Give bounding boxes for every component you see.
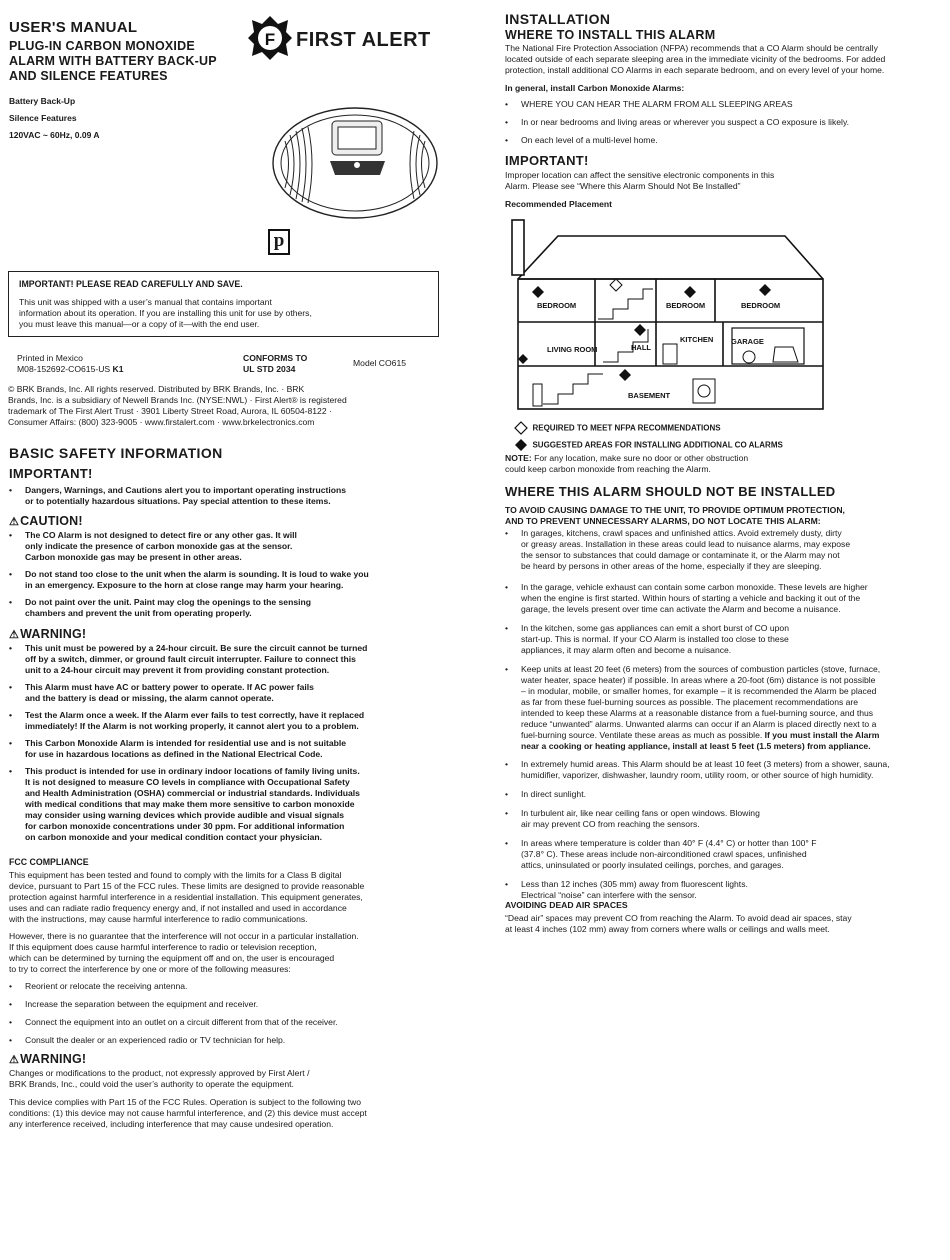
outline-diamond-icon bbox=[514, 421, 528, 435]
p-certification-mark: p bbox=[268, 229, 290, 255]
list-item: • This Alarm must have AC or battery power to operate. If AC power fails and the battery is dead or missing, the alarm cannot operate. bbox=[8, 682, 428, 704]
installation-title: INSTALLATION bbox=[505, 11, 611, 27]
feature-item: Battery Back-Up bbox=[9, 96, 76, 106]
model-number: Model CO615 bbox=[353, 358, 407, 368]
safety-title: BASIC SAFETY INFORMATION bbox=[9, 445, 223, 461]
warning-heading-text: WARNING! bbox=[20, 627, 87, 641]
legend-suggested bbox=[514, 436, 783, 454]
list-item: • In the garage, vehicle exhaust can contain some carbon monoxide. These levels are higher when the engine is first started. Within hours of starting a vehicle and backing it out of the garage, the levels present over time can activate the Alarm and become a nuisance. bbox=[504, 582, 941, 615]
fcc-warning-heading-text: WARNING! bbox=[20, 1052, 87, 1066]
list-item: • Test the Alarm once a week. If the Alarm ever fails to test correctly, have it replaced immediately! If the Alarm is not working properly, it cannot alert you to a problem. bbox=[8, 710, 428, 732]
list-item: • In turbulent air, like near ceiling fans or open windows. Blowing air may prevent CO from reaching the sensors. bbox=[504, 808, 941, 830]
fcc-warning-heading bbox=[9, 1052, 86, 1066]
fcc-paragraph-1: This equipment has been tested and found to comply with the limits for a Class B digital device, pursuant to Part 15 of the FCC rules. These limits are designed to provide reasonable protection against harmful interference in a residential installation. This equipment generates, uses and can radiate radio frequency energy and, if not installed and used in accordance with the instructions, may cause harmful interference to radio communications. bbox=[9, 870, 365, 924]
printed-in: Printed in Mexico bbox=[17, 353, 83, 363]
room-label-bedroom-3: BEDROOM bbox=[741, 301, 781, 310]
list-item: • Consult the dealer or an experienced radio or TV technician for help. bbox=[8, 1035, 428, 1046]
co-alarm-image bbox=[270, 103, 440, 223]
install-general: In general, install Carbon Monoxide Alarms: bbox=[505, 83, 685, 93]
safety-important-heading: IMPORTANT! bbox=[9, 466, 93, 481]
feature-item: Silence Features bbox=[9, 113, 77, 123]
manual-title: USER'S MANUAL bbox=[9, 19, 138, 36]
list-item: • Connect the equipment into an outlet on a circuit different from that of the receiver. bbox=[8, 1017, 428, 1028]
product-illustration bbox=[270, 103, 440, 228]
list-item: • Less than 12 inches (305 mm) away from fluorescent lights. Electrical “noise” can interfere with the sensor. bbox=[504, 879, 941, 901]
brand-logo bbox=[246, 14, 456, 64]
list-item: • In extremely humid areas. This Alarm should be at least 10 feet (3 meters) from a shower, sauna, humidifier, vaporizer, dishwasher, laundry room, utility room, or other source of high humidity. bbox=[504, 759, 941, 781]
legend-suggested-text: SUGGESTED AREAS FOR INSTALLING ADDITIONAL CO ALARMS bbox=[532, 440, 783, 450]
copyright-text: © BRK Brands, Inc. All rights reserved. Distributed by BRK Brands, Inc. · BRK Brands, Inc. is a subsidiary of Newell Brands Inc. (NYSE:NWL) · First Alert® is registered trademark of The First Alert Trust · 3901 Liberty Street Road, Aurora, IL 60504-8122 · Consumer Affairs: (800) 323-9005 · www.firstalert.com · www.brkelectronics.com bbox=[8, 384, 347, 427]
note-label: NOTE: bbox=[505, 453, 532, 463]
list-item-emphasis: If you must install the Alarm near a cooking or heating appliance, install at least 5 feet (1.5 meters) from appliance. bbox=[521, 730, 880, 751]
install-important-text: Improper location can affect the sensitive electronic components in this Alarm. Please see “Where this Alarm Should Not Be Installed” bbox=[505, 170, 775, 191]
important-notice-box bbox=[8, 271, 439, 337]
important-list bbox=[8, 485, 428, 513]
warning-list bbox=[8, 643, 428, 849]
notice-heading: IMPORTANT! PLEASE READ CAREFULLY AND SAVE. bbox=[19, 279, 243, 289]
legend-required-text: REQUIRED TO MEET NFPA RECOMMENDATIONS bbox=[532, 423, 721, 433]
filled-diamond-icon bbox=[514, 438, 528, 452]
install-list bbox=[504, 99, 941, 152]
list-item: • WHERE YOU CAN HEAR THE ALARM FROM ALL SLEEPING AREAS bbox=[504, 99, 941, 110]
fcc-measures-list bbox=[8, 981, 428, 1052]
room-label-bedroom-2: BEDROOM bbox=[666, 301, 706, 310]
not-installed-list bbox=[504, 528, 941, 907]
caution-heading bbox=[9, 514, 83, 528]
warning-triangle-icon: ⚠ bbox=[9, 1054, 20, 1066]
fcc-warning-text: Changes or modifications to the product, not expressly approved by First Alert / BRK Brands, Inc., could void the user’s authority to operate the equipment. bbox=[9, 1068, 310, 1089]
list-item: • Increase the separation between the equipment and receiver. bbox=[8, 999, 428, 1010]
list-item: • In or near bedrooms and living areas or wherever you suspect a CO exposure is likely. bbox=[504, 117, 941, 128]
room-label-kitchen: KITCHEN bbox=[680, 335, 714, 344]
list-item: • In areas where temperature is colder than 40° F (4.4° C) or hotter than 100° F (37.8° C). These areas include non-airconditioned crawl spaces, unfinished attics, uninsulated or poorly insulated ceilings, porches, and garages. bbox=[504, 838, 941, 871]
list-item: • In the kitchen, some gas appliances can emit a short burst of CO upon start-up. This is normal. If your CO Alarm is installed too close to these appliances, it may alarm often and become a nuisance. bbox=[504, 623, 941, 656]
diagram-note bbox=[505, 453, 942, 475]
room-label-living-room: LIVING ROOM bbox=[547, 345, 598, 354]
list-item: • This unit must be powered by a 24-hour circuit. Be sure the circuit cannot be turned off by a switch, dimmer, or ground fault circuit interrupter. Failure to connect this unit to a 24-hour circuit may prevent it from providing constant protection. bbox=[8, 643, 428, 676]
fcc-heading: FCC COMPLIANCE bbox=[9, 857, 89, 867]
warning-triangle-icon: ⚠ bbox=[9, 516, 20, 528]
placement-diagram bbox=[503, 214, 833, 419]
feature-list bbox=[9, 96, 99, 141]
notice-body: This unit was shipped with a user’s manual that contains important information about its operation. If you are installing this unit for use by others, you must leave this manual—or a copy of it—with the end user. bbox=[19, 297, 312, 329]
feature-item: 120VAC ~ 60Hz, 0.09 A bbox=[9, 130, 100, 140]
dead-air-text: “Dead air” spaces may prevent CO from reaching the Alarm. To avoid dead air spaces, stay at least 4 inches (102 mm) away from corners where walls or ceilings and walls meet. bbox=[505, 913, 852, 934]
brand-name: FIRST ALERT bbox=[296, 29, 431, 51]
room-label-hall: HALL bbox=[631, 343, 651, 352]
list-item: • Do not paint over the unit. Paint may clog the openings to the sensing chambers and prevent the unit from operating properly. bbox=[8, 597, 428, 619]
list-item: • On each level of a multi-level home. bbox=[504, 135, 941, 146]
list-item: • In direct sunlight. bbox=[504, 789, 941, 800]
part-code bbox=[17, 364, 124, 375]
list-item: • This Carbon Monoxide Alarm is intended for residential use and is not suitable for use in hazardous locations as defined in the National Electrical Code. bbox=[8, 738, 428, 760]
list-item bbox=[504, 664, 941, 752]
room-label-garage: GARAGE bbox=[731, 337, 764, 346]
caution-list bbox=[8, 530, 428, 625]
product-title: PLUG-IN CARBON MONOXIDE ALARM WITH BATTERY BACK-UP AND SILENCE FEATURES bbox=[9, 39, 217, 83]
caution-heading-text: CAUTION! bbox=[20, 514, 83, 528]
fcc-paragraph-2: However, there is no guarantee that the interference will not occur in a particular installation. If this equipment does cause harmful interference to radio or television reception, which can be determined by turning the equipment off and on, the user is encouraged to try to correct the interference by one or more of the following measures: bbox=[9, 931, 359, 974]
legend-required bbox=[514, 419, 721, 437]
part-code-number: M08-152692-CO615-US bbox=[17, 364, 111, 374]
logo-letter: F bbox=[264, 30, 276, 49]
dead-air-heading: AVOIDING DEAD AIR SPACES bbox=[505, 900, 628, 910]
not-installed-intro: TO AVOID CAUSING DAMAGE TO THE UNIT, TO PROVIDE OPTIMUM PROTECTION, AND TO PREVENT UNNECESSARY ALARMS, DO NOT LOCATE THIS ALARM: bbox=[505, 505, 845, 526]
note-text: For any location, make sure no door or other obstruction could keep carbon monoxide from reaching the Alarm. bbox=[505, 453, 749, 474]
list-item: • The CO Alarm is not designed to detect fire or any other gas. It will only indicate the presence of carbon monoxide gas at the sensor. Carbon monoxide gas may be present in other areas. bbox=[8, 530, 428, 563]
placement-label: Recommended Placement bbox=[505, 199, 612, 209]
room-label-basement: BASEMENT bbox=[628, 391, 671, 400]
install-important-heading: IMPORTANT! bbox=[505, 153, 589, 168]
part-code-suffix: K1 bbox=[112, 364, 124, 374]
not-installed-title: WHERE THIS ALARM SHOULD NOT BE INSTALLED bbox=[505, 484, 836, 499]
fcc-final-text: This device complies with Part 15 of the FCC Rules. Operation is subject to the following two conditions: (1) this device may not cause harmful interference, and (2) this device must accept any interference received, including interference that may cause undesired operation. bbox=[9, 1097, 367, 1129]
list-item-text: Keep units at least 20 feet (6 meters) from the sources of combustion particles (stove, furnace, water heater, space heater) if possible. In areas where a 20-foot (6m) distance is not possible – in modular, mobile, or smaller homes, for example – it is recommended the Alarm be placed as far from these fuel-burning sources as possible. The placement recommendations are intended to keep these Alarms at a reasonable distance from a fuel-burning source, and thus reduce “unwanted” alarms. Unwanted alarms can occur if an Alarm is placed directly next to a fuel-burning source. Ventilate these areas as much as possible. bbox=[521, 664, 881, 740]
install-intro: The National Fire Protection Association (NFPA) recommends that a CO Alarm should be centrally located outside of each separate sleeping area in the immediate vicinity of the bedrooms. For added protection, install additional CO Alarms in each separate bedroom, and on every level of your home. bbox=[505, 43, 886, 75]
list-item: • This product is intended for use in ordinary indoor locations of family living units. It is not designed to measure CO levels in compliance with Occupational Safety and Health Administration (OSHA) commercial or industrial standards. Individuals with medical conditions that may make them more sensitive to carbon monoxide may consider using warning devices which provide audible and visual signals for carbon monoxide concentrations under 30 ppm. For additional information on carbon monoxide and your medical condition contact your physician. bbox=[8, 766, 428, 843]
room-label-bedroom-1: BEDROOM bbox=[537, 301, 577, 310]
list-item: • Reorient or relocate the receiving antenna. bbox=[8, 981, 428, 992]
conforms-to: CONFORMS TO UL STD 2034 bbox=[243, 353, 308, 374]
list-item: • Dangers, Warnings, and Cautions alert you to important operating instructions or to potentially hazardous situations. Pay special attention to these items. bbox=[8, 485, 428, 507]
where-install-subtitle: WHERE TO INSTALL THIS ALARM bbox=[505, 28, 716, 42]
list-item: • Do not stand too close to the unit when the alarm is sounding. It is loud to wake you in an emergency. Exposure to the horn at close range may harm your hearing. bbox=[8, 569, 428, 591]
warning-heading bbox=[9, 627, 86, 641]
warning-triangle-icon: ⚠ bbox=[9, 629, 20, 641]
list-item: • In garages, kitchens, crawl spaces and unfinished attics. Avoid extremely dusty, dirty or greasy areas. Installation in these areas could lead to nuisance alarms, may expose the sensor to substances that could damage or contaminate it, or the Alarm may not be heard by persons in other areas of the home, especially if they are sleeping. bbox=[504, 528, 941, 572]
house-diagram bbox=[503, 214, 833, 414]
